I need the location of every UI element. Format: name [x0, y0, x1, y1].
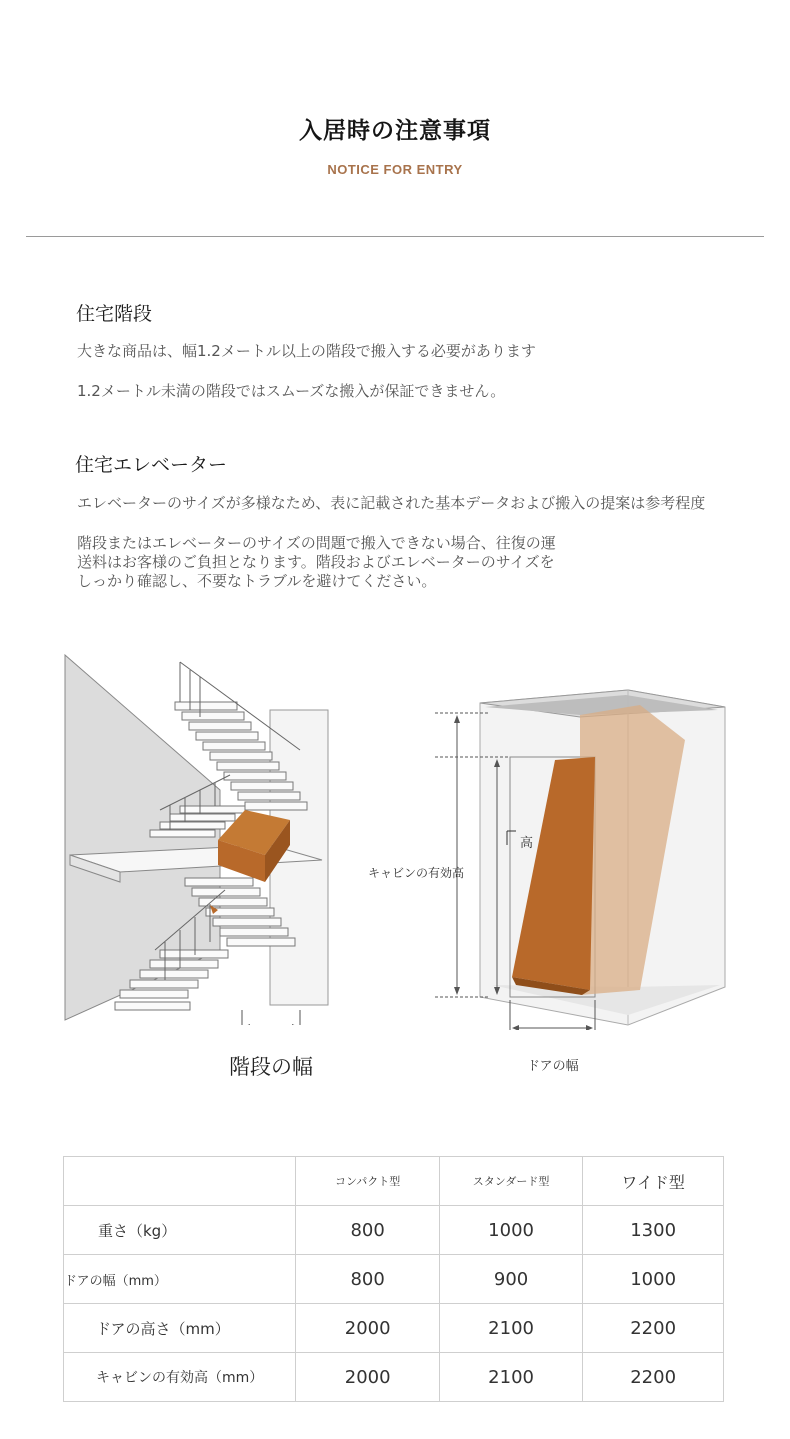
table-row — [64, 1304, 724, 1353]
stairs-text-1: 大きな商品は、幅1.2メートル以上の階段で搬入する必要があります — [77, 342, 536, 360]
table-header-wide: ワイド型 — [583, 1157, 724, 1206]
table-cell: 2200 — [583, 1353, 724, 1402]
stairs-text-2: 1.2メートル未満の階段ではスムーズな搬入が保証できません。 — [77, 382, 506, 400]
table-row — [64, 1255, 724, 1304]
table-cell: 800 — [296, 1206, 439, 1255]
table-cell: 800 — [296, 1255, 439, 1304]
row-label-cabin-height: キャビンの有効高（mm） — [64, 1353, 296, 1402]
divider — [26, 236, 764, 237]
elevator-text-1: エレベーターのサイズが多様なため、表に記載された基本データおよび搬入の提案は参考程度 — [77, 494, 706, 512]
table-row — [64, 1353, 724, 1402]
elevator-heading: 住宅エレベーター — [75, 454, 228, 476]
spec-table — [63, 1156, 724, 1402]
table-header-empty — [64, 1157, 296, 1206]
table-header-row — [64, 1157, 724, 1206]
elevator-text-2: 階段またはエレベーターのサイズの問題で搬入できない場合、往復の運 — [77, 534, 556, 552]
page-title: 入居時の注意事項 — [299, 118, 491, 144]
table-cell: 2000 — [296, 1353, 439, 1402]
table-cell: 1300 — [583, 1206, 724, 1255]
row-label-door-width: ドアの幅（mm） — [64, 1255, 296, 1304]
door-height-label: 高 — [520, 836, 534, 851]
stair-illustration — [60, 650, 335, 1025]
table-cell: 2200 — [583, 1304, 724, 1353]
table-cell: 900 — [439, 1255, 582, 1304]
door-width-label: ドアの幅 — [527, 1059, 579, 1074]
elevator-text-4: しっかり確認し、不要なトラブルを避けてください。 — [77, 572, 437, 590]
stair-width-label: 階段の幅 — [229, 1055, 313, 1079]
elevator-text-3: 送料はお客様のご負担となります。階段およびエレベーターのサイズを — [77, 553, 555, 571]
cabin-height-label: キャビンの有効高 — [368, 866, 465, 880]
row-label-weight: 重さ（kg） — [64, 1206, 296, 1255]
table-row — [64, 1206, 724, 1255]
elevator-illustration — [430, 685, 730, 1030]
table-cell: 1000 — [583, 1255, 724, 1304]
stairs-heading: 住宅階段 — [76, 303, 153, 325]
table-header-compact: コンパクト型 — [296, 1157, 439, 1206]
table-header-standard: スタンダード型 — [439, 1157, 582, 1206]
table-cell: 2000 — [296, 1304, 439, 1353]
table-cell: 1000 — [439, 1206, 582, 1255]
table-cell: 2100 — [439, 1353, 582, 1402]
row-label-door-height: ドアの高さ（mm） — [64, 1304, 296, 1353]
page-subtitle: NOTICE FOR ENTRY — [327, 162, 463, 177]
table-cell: 2100 — [439, 1304, 582, 1353]
